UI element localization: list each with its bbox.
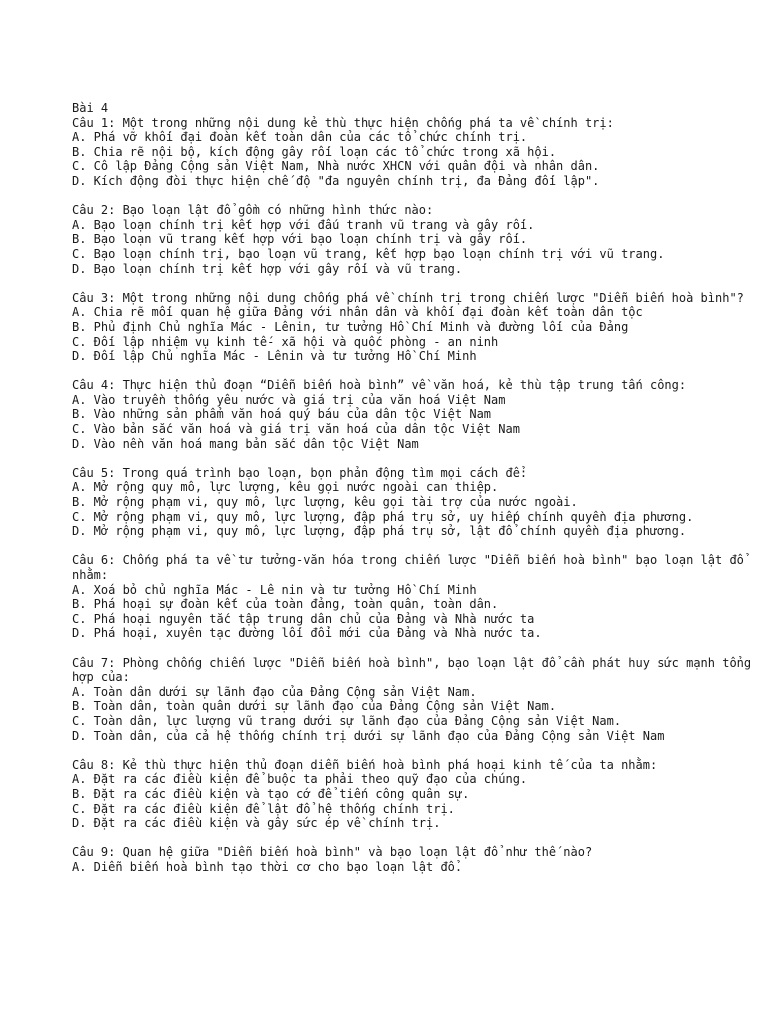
question-text: Câu 4: Thực hiện thủ đoạn “Diễn biến hoà bình” về văn hoá, kẻ thù tập trung tấn công: [72, 378, 687, 393]
question-text: Câu 6: Chống phá ta về tư tưởng-văn hóa trong chiến lược "Diễn biến hoà bình" bạo loạn lật đổ nhằm: [72, 553, 752, 582]
answer-option: C. Bạo loạn chính trị, bạo loạn vũ trang, kết hợp bạo loạn chính trị với vũ trang. [72, 246, 665, 261]
answer-option: B. Toàn dân, toàn quân dưới sự lãnh đạo của Đảng Cộng sản Việt Nam. [72, 699, 557, 714]
question-text: Câu 5: Trong quá trình bạo loạn, bọn phản động tìm mọi cách để: [72, 465, 528, 480]
question-text: Câu 3: Một trong những nội dung chống phá về chính trị trong chiến lược "Diễn biến hoà bình"? [72, 290, 744, 305]
answer-option: D. Phá hoại, xuyên tạc đường lối đổi mới của Đảng và Nhà nước ta. [72, 626, 542, 641]
answer-option: A. Diễn biến hoà bình tạo thời cơ cho bạo loạn lật đổ. [72, 859, 463, 874]
document-page [72, 101, 762, 889]
question-list [72, 116, 762, 875]
answer-option: C. Phá hoại nguyên tắc tập trung dân chủ của Đảng và Nhà nước ta [72, 611, 535, 626]
answer-option: B. Bạo loạn vũ trang kết hợp với bạo loạn chính trị và gây rối. [72, 232, 528, 247]
answer-option: B. Phủ định Chủ nghĩa Mác - Lênin, tư tưởng Hồ Chí Minh và đường lối của Đảng [72, 319, 629, 334]
answer-option: C. Đặt ra các điều kiện để lật đổ hệ thống chính trị. [72, 801, 455, 816]
question-block [72, 378, 762, 451]
answer-option: A. Xoá bỏ chủ nghĩa Mác - Lê nin và tư tưởng Hồ Chí Minh [72, 582, 477, 597]
question-text: Câu 1: Một trong những nội dung kẻ thù thực hiện chống phá ta về chính trị: [72, 115, 614, 130]
answer-option: B. Phá hoại sự đoàn kết của toàn đảng, toàn quân, toàn dân. [72, 597, 499, 612]
answer-option: A. Đặt ra các điều kiện để buộc ta phải theo quỹ đạo của chúng. [72, 772, 528, 787]
answer-option: A. Mở rộng quy mô, lực lượng, kêu gọi nước ngoài can thiệp. [72, 480, 499, 495]
question-block [72, 845, 762, 874]
question-block [72, 291, 762, 364]
document-title: Bài 4 [72, 101, 109, 115]
answer-option: C. Mở rộng phạm vi, quy mô, lực lượng, đập phá trụ sở, uy hiếp chính quyền địa phương. [72, 509, 694, 524]
answer-option: C. Đối lập nhiệm vụ kinh tế- xã hội và quốc phòng - an ninh [72, 334, 499, 349]
answer-option: D. Mở rộng phạm vi, quy mô, lực lượng, đập phá trụ sở, lật đổ chính quyền địa phương. [72, 524, 687, 539]
answer-option: B. Chia rẽ nội bộ, kích động gây rối loạn các tổ chức trong xã hội. [72, 144, 557, 159]
answer-option: A. Bạo loạn chính trị kết hợp với đấu tranh vũ trang và gây rối. [72, 217, 535, 232]
answer-option: D. Đặt ra các điều kiện và gây sức ép về chính trị. [72, 816, 441, 831]
question-block [72, 466, 762, 539]
question-text: Câu 8: Kẻ thù thực hiện thủ đoạn diễn biến hoà bình phá hoại kinh tế của ta nhằm: [72, 757, 658, 772]
answer-option: C. Toàn dân, lực lượng vũ trang dưới sự lãnh đạo của Đảng Cộng sản Việt Nam. [72, 713, 622, 728]
question-block [72, 758, 762, 831]
answer-option: B. Mở rộng phạm vi, quy mô, lực lượng, kêu gọi tài trợ của nước ngoài. [72, 495, 578, 510]
answer-option: A. Phá vỡ khối đại đoàn kết toàn dân của các tổ chức chính trị. [72, 130, 528, 145]
answer-option: A. Toàn dân dưới sự lãnh đạo của Đảng Cộng sản Việt Nam. [72, 684, 477, 699]
question-text: Câu 9: Quan hệ giữa "Diễn biến hoà bình" và bạo loạn lật đổ như thế nào? [72, 845, 593, 860]
answer-option: A. Vào truyền thống yêu nước và giá trị của văn hoá Việt Nam [72, 392, 506, 407]
answer-option: B. Vào những sản phẩm văn hoá quý báu của dân tộc Việt Nam [72, 407, 492, 422]
question-text: Câu 2: Bạo loạn lật đổ gồm có những hình thức nào: [72, 203, 434, 218]
answer-option: D. Bạo loạn chính trị kết hợp với gây rối và vũ trang. [72, 261, 463, 276]
question-block [72, 553, 762, 641]
answer-option: C. Cô lập Đảng Cộng sản Việt Nam, Nhà nước XHCN với quân đội và nhân dân. [72, 159, 600, 174]
answer-option: D. Kích động đòi thực hiện chế độ "đa nguyên chính trị, đa Đảng đối lập". [72, 173, 600, 188]
answer-option: C. Vào bản sắc văn hoá và giá trị văn hoá của dân tộc Việt Nam [72, 422, 520, 437]
answer-option: D. Toàn dân, của cả hệ thống chính trị dưới sự lãnh đạo của Đảng Cộng sản Việt Nam [72, 728, 665, 743]
answer-option: D. Vào nền văn hoá mang bản sắc dân tộc Việt Nam [72, 436, 419, 451]
question-text: Câu 7: Phòng chống chiến lược "Diễn biến hoà bình", bạo loạn lật đổ cần phát huy sức mạnh tổng hợp của: [72, 655, 759, 685]
answer-option: A. Chia rẽ mối quan hệ giữa Đảng với nhân dân và khối đại đoàn kết toàn dân tộc [72, 305, 643, 320]
question-block [72, 656, 762, 744]
answer-option: D. Đối lập Chủ nghĩa Mác - Lênin và tư tưởng Hồ Chí Minh [72, 349, 477, 364]
question-block [72, 203, 762, 276]
question-block [72, 116, 762, 189]
answer-option: B. Đặt ra các điều kiện và tạo cớ để tiến công quân sự. [72, 786, 470, 801]
